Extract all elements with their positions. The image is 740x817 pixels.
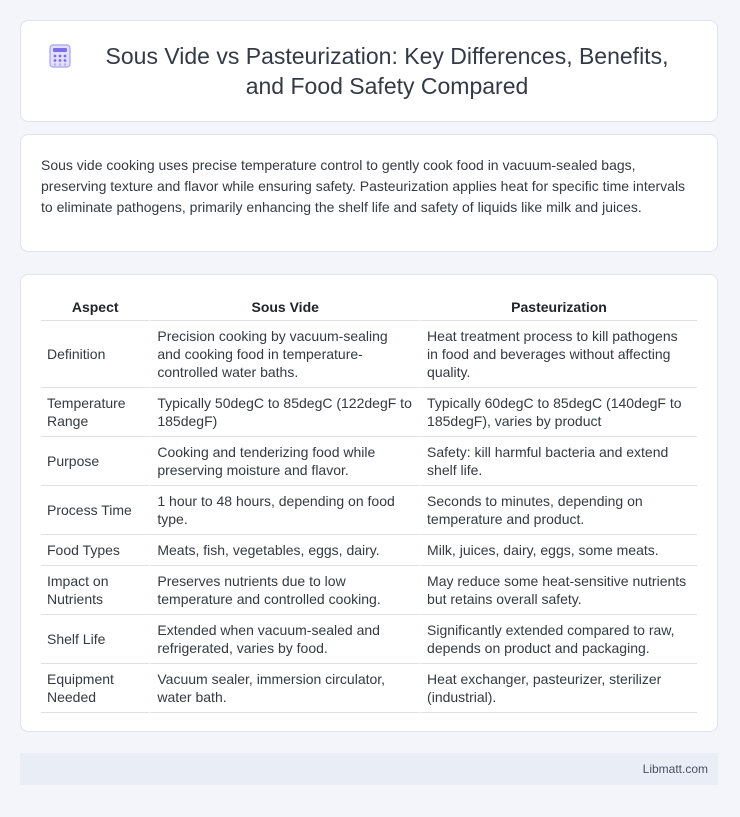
footer bbox=[20, 753, 718, 785]
row-sous-vide: Extended when vacuum-sealed and refrigerated, varies by food. bbox=[149, 615, 419, 664]
table-row bbox=[41, 437, 697, 486]
table-row bbox=[41, 388, 697, 437]
row-aspect: Temperature Range bbox=[41, 388, 149, 437]
comparison-table bbox=[41, 295, 697, 713]
row-aspect: Definition bbox=[41, 321, 149, 388]
row-pasteurization: Milk, juices, dairy, eggs, some meats. bbox=[419, 535, 697, 566]
table-row bbox=[41, 615, 697, 664]
header-aspect: Aspect bbox=[41, 295, 149, 321]
title-card bbox=[20, 20, 718, 122]
row-sous-vide: Precision cooking by vacuum-sealing and cooking food in temperature-controlled water baths. bbox=[149, 321, 419, 388]
calculator-icon bbox=[49, 44, 71, 68]
row-aspect: Purpose bbox=[41, 437, 149, 486]
comparison-card bbox=[20, 274, 718, 732]
table-row bbox=[41, 535, 697, 566]
row-sous-vide: Typically 50degC to 85degC (122degF to 185degF) bbox=[149, 388, 419, 437]
header-sous-vide: Sous Vide bbox=[149, 295, 419, 321]
title-wrap bbox=[49, 41, 689, 101]
row-aspect: Equipment Needed bbox=[41, 664, 149, 713]
row-pasteurization: Safety: kill harmful bacteria and extend shelf life. bbox=[419, 437, 697, 486]
row-sous-vide: Vacuum sealer, immersion circulator, water bath. bbox=[149, 664, 419, 713]
table-header-row bbox=[41, 295, 697, 321]
intro-text: Sous vide cooking uses precise temperature control to gently cook food in vacuum-sealed bags, preserving texture and flavor while ensuring safety. Pasteurization applies heat for specific time intervals to eliminate pathogens, primarily enhancing the shelf life and safety of liquids like milk and juices. bbox=[41, 157, 686, 215]
row-sous-vide: Cooking and tenderizing food while preserving moisture and flavor. bbox=[149, 437, 419, 486]
row-sous-vide: Preserves nutrients due to low temperature and controlled cooking. bbox=[149, 566, 419, 615]
page-title: Sous Vide vs Pasteurization: Key Differences, Benefits, and Food Safety Compared bbox=[105, 43, 669, 99]
row-sous-vide: 1 hour to 48 hours, depending on food type. bbox=[149, 486, 419, 535]
table-row bbox=[41, 321, 697, 388]
header-pasteurization: Pasteurization bbox=[419, 295, 697, 321]
footer-brand-link[interactable]: Libmatt.com bbox=[642, 762, 708, 776]
row-aspect: Process Time bbox=[41, 486, 149, 535]
row-pasteurization: Typically 60degC to 85degC (140degF to 185degF), varies by product bbox=[419, 388, 697, 437]
row-pasteurization: May reduce some heat-sensitive nutrients but retains overall safety. bbox=[419, 566, 697, 615]
row-aspect: Shelf Life bbox=[41, 615, 149, 664]
table-row bbox=[41, 486, 697, 535]
intro-card bbox=[20, 134, 718, 252]
row-aspect: Impact on Nutrients bbox=[41, 566, 149, 615]
row-sous-vide: Meats, fish, vegetables, eggs, dairy. bbox=[149, 535, 419, 566]
row-pasteurization: Seconds to minutes, depending on temperature and product. bbox=[419, 486, 697, 535]
table-row bbox=[41, 566, 697, 615]
table-row bbox=[41, 664, 697, 713]
row-aspect: Food Types bbox=[41, 535, 149, 566]
row-pasteurization: Heat treatment process to kill pathogens in food and beverages without affecting quality. bbox=[419, 321, 697, 388]
row-pasteurization: Heat exchanger, pasteurizer, sterilizer (industrial). bbox=[419, 664, 697, 713]
row-pasteurization: Significantly extended compared to raw, depends on product and packaging. bbox=[419, 615, 697, 664]
